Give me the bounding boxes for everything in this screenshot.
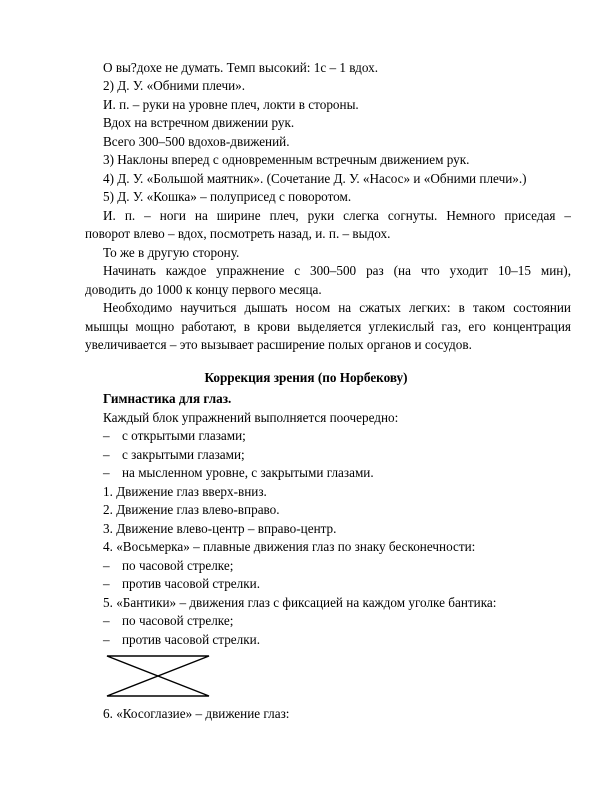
text-line: И. п. – руки на уровне плеч, локти в стороны.: [103, 97, 359, 112]
list-item-text: на мысленном уровне, с закрытыми глазами.: [122, 465, 374, 480]
bow-outline: [107, 656, 209, 696]
list-item: [103, 576, 553, 594]
list-dash: –: [103, 632, 110, 647]
list-item-text: против часовой стрелки.: [122, 576, 260, 591]
list-item-text: по часовой стрелке;: [122, 558, 234, 573]
text-line: Каждый блок упражнений выполняется поочередно:: [103, 410, 399, 425]
text-line: доводить до 1000 к концу первого месяца.: [85, 282, 322, 297]
list-item: [103, 613, 553, 631]
text-line: 4) Д. У. «Большой маятник». (Сочетание Д. У. «Насос» и «Обними плечи».): [103, 171, 527, 186]
text-line: То же в другую сторону.: [103, 245, 240, 260]
list-item-text: по часовой стрелке;: [122, 613, 234, 628]
list-item-text: с открытыми глазами;: [122, 428, 246, 443]
list-item: [103, 428, 553, 446]
section-subtitle: Гимнастика для глаз.: [103, 391, 232, 406]
bow-diagram: [100, 652, 215, 700]
text-line: увеличивается – это вызывает расширение полых органов и сосудов.: [85, 337, 472, 352]
list-dash: –: [103, 558, 110, 573]
exercise-line: 6. «Косоглазие» – движение глаз:: [103, 706, 290, 721]
section-title: Коррекция зрения (по Норбекову): [204, 370, 408, 385]
list-item-text: против часовой стрелки.: [122, 632, 260, 647]
text-line: 3) Наклоны вперед с одновременным встречным движением рук.: [103, 152, 470, 167]
exercise-line: 4. «Восьмерка» – плавные движения глаз по знаку бесконечности:: [103, 539, 476, 554]
text-line: Необходимо научиться дышать носом на сжатых легких: в таком состоянии: [103, 300, 571, 315]
list-item: [103, 632, 553, 650]
list-dash: –: [103, 613, 110, 628]
text-line: И. п. – ноги на ширине плеч, руки слегка согнуты. Немного приседая –: [103, 208, 571, 223]
text-line: Вдох на встречном движении рук.: [103, 115, 295, 130]
text-line: мышцы мощно работают, в крови выделяется углекислый газ, его концентрация: [85, 319, 571, 334]
text-line: 5) Д. У. «Кошка» – полуприсед с поворотом.: [103, 189, 352, 204]
list-item-text: с закрытыми глазами;: [122, 447, 245, 462]
list-item: [103, 447, 553, 465]
list-dash: –: [103, 465, 110, 480]
text-line: Начинать каждое упражнение с 300–500 раз (на что уходит 10–15 мин),: [103, 263, 571, 278]
exercise-line: 3. Движение влево-центр – вправо-центр.: [103, 521, 337, 536]
exercise-line: 1. Движение глаз вверх-вниз.: [103, 484, 267, 499]
text-line: Всего 300–500 вдохов-движений.: [103, 134, 290, 149]
text-line: 2) Д. У. «Обними плечи».: [103, 78, 246, 93]
text-line: О вы?дохе не думать. Темп высокий: 1с – 1 вдох.: [103, 60, 379, 75]
list-dash: –: [103, 576, 110, 591]
list-dash: –: [103, 447, 110, 462]
exercise-line: 5. «Бантики» – движения глаз с фиксацией на каждом уголке бантика:: [103, 595, 497, 610]
text-line: поворот влево – вдох, посмотреть назад, и. п. – выдох.: [85, 226, 391, 241]
exercise-line: 2. Движение глаз влево-вправо.: [103, 502, 280, 517]
list-item: [103, 465, 553, 483]
list-dash: –: [103, 428, 110, 443]
list-item: [103, 558, 553, 576]
